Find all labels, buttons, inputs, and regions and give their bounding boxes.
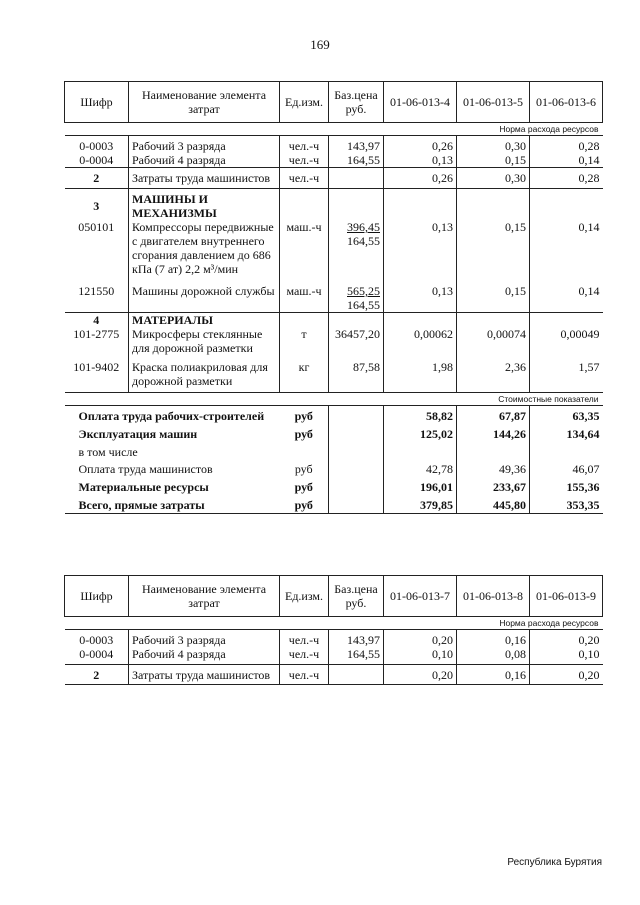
- row-price: 87,58: [329, 360, 384, 393]
- total-value: [457, 441, 530, 459]
- total-row: [65, 423, 603, 441]
- row-value: 0,20: [578, 633, 600, 647]
- row-value: 0,14: [578, 153, 600, 167]
- row-value: [530, 313, 603, 328]
- row-price: 164,55: [329, 647, 384, 665]
- row-unit: чел.-ч: [288, 139, 320, 153]
- row-code: 0-0003: [79, 139, 114, 153]
- total-name: Эксплуатация машин: [78, 427, 198, 441]
- row-name: Затраты труда машинистов: [129, 168, 280, 189]
- row-name: Рабочий 4 разряда: [129, 153, 280, 168]
- row-price: 143,97: [329, 136, 384, 154]
- table-row: [65, 168, 603, 189]
- row-value: 0,15: [457, 284, 530, 313]
- norm-caption: Норма расхода ресурсов: [65, 617, 603, 630]
- total-unit: руб: [294, 409, 313, 423]
- row-unit: т: [301, 327, 307, 341]
- total-price: [329, 476, 384, 494]
- row-value: 0,26: [432, 139, 453, 153]
- row-code: 3: [65, 189, 129, 221]
- norm-caption-row: [65, 617, 603, 630]
- row-value: 0,16: [457, 630, 530, 648]
- norm-caption-row: [65, 123, 603, 136]
- col-variant-header: 01-06-013-8: [457, 576, 530, 617]
- row-price: [329, 168, 384, 189]
- row-code: 101-2775: [73, 327, 120, 341]
- row-unit: чел.-ч: [288, 647, 320, 661]
- row-name: МАТЕРИАЛЫ: [129, 313, 280, 328]
- row-price: 164,55: [329, 153, 384, 168]
- col-unit-header: Ед.изм.: [280, 576, 329, 617]
- total-price: [329, 459, 384, 476]
- col-variant-header: 01-06-013-5: [457, 82, 530, 123]
- row-unit: кг: [298, 360, 310, 374]
- total-value: 125,02: [420, 427, 453, 441]
- total-value: 445,80: [457, 494, 530, 514]
- resource-table-1: [64, 81, 603, 514]
- row-value: 0,00062: [414, 327, 453, 341]
- row-code: 121550: [78, 284, 115, 298]
- resource-table-2: [64, 575, 603, 685]
- row-value: 2,36: [457, 360, 530, 393]
- row-code: 2: [65, 168, 129, 189]
- total-value: 353,35: [566, 498, 600, 512]
- row-value: 0,28: [530, 168, 603, 189]
- table-header: [65, 576, 603, 617]
- table-row: [65, 630, 603, 648]
- row-price: [329, 284, 384, 313]
- total-name: Оплата труда рабочих-строителей: [78, 409, 265, 423]
- row-unit: маш.-ч: [286, 284, 322, 298]
- total-row: [65, 476, 603, 494]
- total-row: [65, 459, 603, 476]
- row-value: [384, 313, 457, 328]
- table-header: [65, 82, 603, 123]
- col-price-header: Баз.цена руб.: [329, 576, 384, 617]
- row-unit: [280, 313, 329, 328]
- total-value: 58,82: [426, 409, 453, 423]
- table-row: [65, 153, 603, 168]
- total-value: 49,36: [457, 459, 530, 476]
- table-row: [65, 189, 603, 221]
- total-value: 196,01: [420, 480, 453, 494]
- col-code-header: Шифр: [65, 82, 129, 123]
- row-name: Краска полиакриловая для дорожной разметки: [129, 360, 280, 393]
- row-code: 101-9402: [73, 360, 120, 374]
- total-name: Материальные ресурсы: [78, 480, 209, 494]
- row-price: [329, 189, 384, 221]
- row-value: 0,26: [384, 168, 457, 189]
- row-price: 143,97: [329, 630, 384, 648]
- col-unit-header: Ед.изм.: [280, 82, 329, 123]
- total-name: в том числе: [78, 445, 138, 459]
- row-value: 0,08: [457, 647, 530, 665]
- row-name: Затраты труда машинистов: [129, 665, 280, 685]
- total-unit: руб: [294, 498, 313, 512]
- row-value: 0,13: [432, 284, 453, 298]
- total-row: [65, 441, 603, 459]
- row-unit: чел.-ч: [288, 633, 320, 647]
- row-name: МАШИНЫ И МЕХАНИЗМЫ: [129, 189, 280, 221]
- col-variant-header: 01-06-013-6: [530, 82, 603, 123]
- total-name: Оплата труда машинистов: [78, 462, 213, 476]
- total-name: Всего, прямые затраты: [78, 498, 205, 512]
- row-name: Рабочий 4 разряда: [129, 647, 280, 665]
- row-value: 0,15: [457, 153, 530, 168]
- row-name: Рабочий 3 разряда: [129, 630, 280, 648]
- row-value: [457, 189, 530, 221]
- footer-region: Республика Бурятия: [507, 857, 602, 868]
- table-row: [65, 360, 603, 393]
- row-code: 0-0003: [79, 633, 114, 647]
- total-value: 134,64: [566, 427, 600, 441]
- row-price: [329, 220, 384, 284]
- total-unit: руб: [294, 480, 313, 494]
- row-price: [329, 665, 384, 685]
- row-value: 0,20: [530, 665, 603, 685]
- row-name: Компрессоры передвижные с двигателем внутреннего сгорания давлением до 686 кПа (7 ат) 2,2 м³/мин: [129, 220, 280, 284]
- total-value: 42,78: [426, 462, 453, 476]
- row-value: 0,15: [457, 220, 530, 284]
- row-unit: чел.-ч: [280, 665, 329, 685]
- table-row: [65, 136, 603, 154]
- row-name: Микросферы стеклянные для дорожной разметки: [129, 327, 280, 360]
- total-value: 379,85: [420, 498, 453, 512]
- total-value: [384, 441, 457, 459]
- row-value: 0,30: [457, 168, 530, 189]
- table-row: [65, 220, 603, 284]
- total-price: [329, 494, 384, 514]
- row-value: 0,00074: [457, 327, 530, 360]
- total-unit: руб: [294, 427, 313, 441]
- row-price-secondary: 164,55: [347, 298, 380, 312]
- table-row: [65, 284, 603, 313]
- total-price: [329, 406, 384, 424]
- col-name-header: Наименование элемента затрат: [129, 82, 280, 123]
- row-code: 4: [65, 313, 129, 328]
- page-number: 169: [310, 37, 330, 52]
- total-value: 46,07: [572, 462, 600, 476]
- total-value: [530, 441, 603, 459]
- row-name: Рабочий 3 разряда: [129, 136, 280, 154]
- row-value: 0,10: [432, 647, 453, 661]
- row-code: 2: [65, 665, 129, 685]
- row-value: [530, 189, 603, 221]
- row-unit: [280, 189, 329, 221]
- row-code: 0-0004: [79, 647, 114, 661]
- total-value: 155,36: [566, 480, 600, 494]
- row-value: 1,57: [578, 360, 600, 374]
- table-row: [65, 327, 603, 360]
- col-price-header: Баз.цена руб.: [329, 82, 384, 123]
- cost-caption: Стоимостные показатели: [65, 393, 603, 406]
- row-price-primary: 396,45: [347, 220, 380, 234]
- row-unit: чел.-ч: [288, 153, 320, 167]
- table-row: [65, 313, 603, 328]
- row-name: Машины дорожной службы: [129, 284, 280, 313]
- norm-caption: Норма расхода ресурсов: [65, 123, 603, 136]
- row-value: 0,13: [432, 220, 453, 234]
- total-value: 67,87: [457, 406, 530, 424]
- row-value: 0,20: [432, 633, 453, 647]
- col-variant-header: 01-06-013-7: [384, 576, 457, 617]
- total-row: [65, 494, 603, 514]
- col-variant-header: 01-06-013-9: [530, 576, 603, 617]
- total-unit: [280, 441, 329, 459]
- row-code: 050101: [78, 220, 115, 234]
- row-price-primary: 565,25: [347, 284, 380, 298]
- row-unit: маш.-ч: [286, 220, 322, 234]
- row-value: 0,13: [432, 153, 453, 167]
- col-name-header: Наименование элемента затрат: [129, 576, 280, 617]
- row-value: 0,10: [578, 647, 600, 661]
- total-unit: руб: [294, 462, 313, 476]
- row-value: [457, 313, 530, 328]
- row-value: 0,16: [457, 665, 530, 685]
- row-value: 1,98: [432, 360, 453, 374]
- row-value: 0,00049: [560, 327, 600, 341]
- row-value: [384, 189, 457, 221]
- row-value: 0,14: [578, 220, 600, 234]
- row-value: 0,14: [578, 284, 600, 298]
- total-value: 233,67: [457, 476, 530, 494]
- total-price: [329, 423, 384, 441]
- total-value: 63,35: [572, 409, 600, 423]
- col-variant-header: 01-06-013-4: [384, 82, 457, 123]
- total-price: [329, 441, 384, 459]
- row-value: 0,20: [384, 665, 457, 685]
- row-price-secondary: 164,55: [347, 234, 380, 248]
- row-value: 0,28: [578, 139, 600, 153]
- table-row: [65, 647, 603, 665]
- cost-caption-row: [65, 393, 603, 406]
- total-row: [65, 406, 603, 424]
- table-row: [65, 665, 603, 685]
- row-code: 0-0004: [79, 153, 114, 167]
- row-value: 0,30: [457, 136, 530, 154]
- row-price: 36457,20: [329, 327, 384, 360]
- total-value: 144,26: [457, 423, 530, 441]
- row-price: [329, 313, 384, 328]
- col-code-header: Шифр: [65, 576, 129, 617]
- row-unit: чел.-ч: [280, 168, 329, 189]
